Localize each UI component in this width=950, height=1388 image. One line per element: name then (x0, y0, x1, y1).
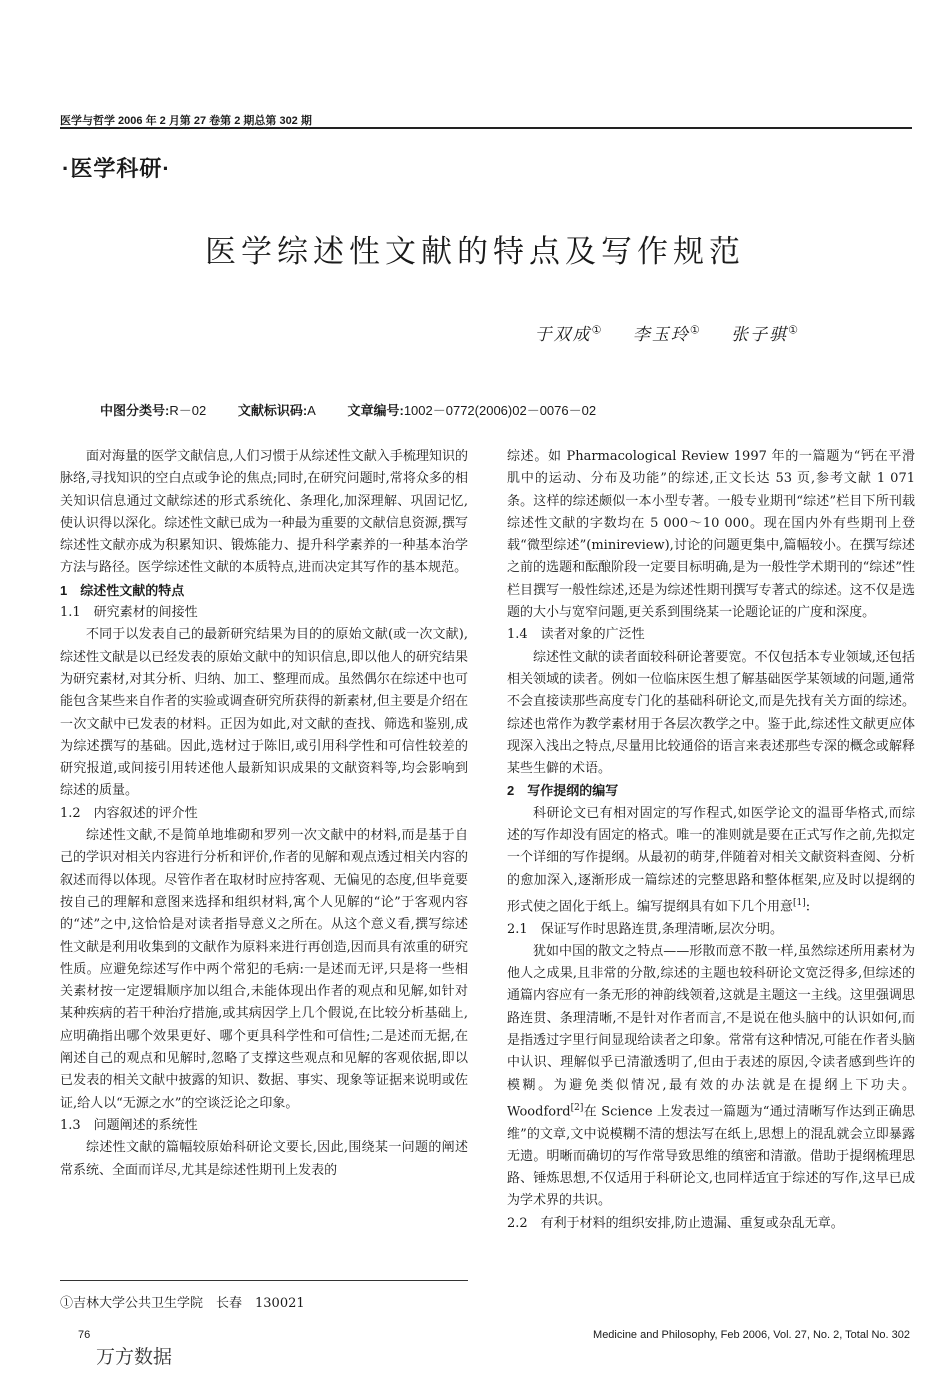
body-paragraph: 不同于以发表自己的最新研究结果为目的的原始文献(或一次文献),综述性文献是以已经发表的原始文献中的知识信息,即以他人的研究结果为研究素材,对其分析、归纳、加工、整理而成。虽然偶尔在综述中也可能包含某些来自作者的实验或调查研究所获得的新素材,但主要是介绍在一次文献中已发表的材料。正因为如此,对文献的查找、筛选和鉴别,成为综述撰写的基础。因此,选材过于陈旧,或引用科学性和可信性较差的研究报道,或间接引用转述他人最新知识成果的文献资料等,均会影响到综述的质量。 (60, 627, 468, 799)
clc-number: 中图分类号:R－02 (100, 403, 207, 418)
author-name: 于双成① (534, 323, 604, 345)
body-paragraph: 科研论文已有相对固定的写作程式,如医学论文的温哥华格式,而综述的写作却没有固定的格式。唯一的准则就是要在正式写作之前,先拟定一个详细的写作提纲。从最初的萌芽,伴随着对相关文献资料查阅、分析的愈加深入,逐渐形成一篇综述的完整思路和整体框架,应及时以提纲的形式使之固化于纸上。编写提纲具有如下几个用意[1]: (507, 805, 915, 915)
subsection-heading: 1.1 研究素材的间接性 (60, 605, 198, 621)
section-tag: ·医学科研· (62, 156, 171, 181)
section-heading: 2 写作提纲的编写 (507, 783, 619, 799)
right-column (507, 446, 915, 1235)
body-paragraph: 综述性文献,不是简单地堆砌和罗列一次文献中的材料,而是基于自己的学识对相关内容进行分析和评价,作者的见解和观点透过相关内容的叙述而得以体现。尽管作者在取材时应持客观、无偏见的态度,但毕竟要按自己的理解和意图来选择和组织材料,寓个人见解的“论”于客观内容的“述”之中,这恰恰是对读者指导意义之所在。从这个意义看,撰写综述性文献是利用收集到的文献作为原料来进行再创造,因而具有浓重的研究性质。应避免综述写作中两个常犯的毛病:一是述而无评,只是将一些相关素材按一定逻辑顺序加以组合,未能体现出作者的观点和见解,如针对某种疾病的若干种治疗措施,或其病因学上几个假说,在比较分析基础上,应明确指出哪个效果更好、哪个更具科学性和可信性;二是述而无据,在阐述自己的观点和见解时,忽略了支撑这些观点和见解的客观依据,即以已发表的相关文献中披露的知识、数据、事实、现象等证据来说明或佐证,给人以“无源之水”的空谈泛论之印象。 (60, 828, 468, 1111)
author-affiliation-footnote: ①吉林大学公共卫生学院 长春 130021 (60, 1296, 305, 1311)
subsection-heading: 1.3 问题阐述的系统性 (60, 1117, 198, 1133)
journal-header: 医学与哲学 2006 年 2 月第 27 卷第 2 期总第 302 期 (60, 115, 312, 127)
body-paragraph: 综述。如 Pharmacological Review 1997 年的一篇题为“钙在平滑肌中的运动、分布及功能”的综述,正文长达 53 页,参考文献 1 071 条。这样的综述颇似一本小型专著。一般专业期刊“综述”栏目下所刊载综述性文献的字数均在 5 000～10 000。现在国内外有些期刊上登载“微型综述”(minireview),讨论的问题更集中,篇幅较小。在撰写综述之前的选题和酝酿阶段一定要目标明确,是为一般性学术期刊的“综述”性栏目撰写一般性综述,还是为综述性期刊撰写专著式的综述。这不仅是选题的大小与宽窄问题,更关系到围绕某一论题论证的广度和深度。 (507, 449, 915, 621)
citation-ref: [2] (570, 1102, 584, 1113)
body-paragraph: 综述性文献的篇幅较原始科研论文要长,因此,围绕某一问题的阐述常系统、全面而详尽,尤其是综述性期刊上发表的 (60, 1140, 468, 1178)
article-number: 文章编号:1002－0772(2006)02－0076－02 (347, 403, 597, 418)
subsection-heading: 1.2 内容叙述的评介性 (60, 805, 198, 821)
author-name: 李玉玲① (632, 323, 702, 345)
body-paragraph: 犹如中国的散文之特点——形散而意不散一样,虽然综述所用素材为他人之成果,且非常的分散,综述的主题也较科研论文宽泛得多,但综述的通篇内容应有一条无形的神韵线领着,这就是主题这一主线。这里强调思路连贯、条理清晰,不是针对作者而言,不是说在他头脑中的认识如何,而是指透过字里行间显现给读者之印象。常常有这种情况,可能在作者头脑中认识、理解似乎已清澈透明了,但由于表述的原因,令读者感到些许的模糊。为避免类似情况,最有效的办法就是在提纲上下功夫。Woodford[2]在 Science 上发表过一篇题为“通过清晰写作达到正确思维”的文章,文中说模糊不清的想法写在纸上,思想上的混乱就会立即暴露无遗。明晰而确切的写作常导致思维的缜密和清澈。借助于提纲梳理思路、锤炼思想,不仅适用于科研论文,也同样适宜于综述的写作,这早已成为学术界的共识。 (507, 943, 915, 1209)
body-paragraph: 综述性文献的读者面较科研论著要宽。不仅包括本专业领域,还包括相关领域的读者。例如一位临床医生想了解基础医学某领域的问题,通常不会直接读那些高度专门化的基础科研论文,而是先找有关方面的综述。综述也常作为教学素材用于各层次教学之中。鉴于此,综述性文献更应体现深入浅出之特点,尽量用比较通俗的语言来表述那些专深的概念或解释某些生僻的术语。 (507, 649, 915, 777)
citation-ref: [1] (793, 897, 806, 908)
article-metadata (100, 400, 624, 419)
section-heading: 1 综述性文献的特点 (60, 582, 185, 598)
left-column (60, 446, 468, 1182)
document-code: 文献标识码:A (237, 403, 316, 418)
database-watermark: 万方数据 (96, 1346, 173, 1368)
subsection-heading: 2.1 保证写作时思路连贯,条理清晰,层次分明。 (507, 921, 783, 937)
footnote-rule (60, 1280, 468, 1281)
body-paragraph: 面对海量的医学文献信息,人们习惯于从综述性文献入手梳理知识的脉络,寻找知识的空白点或争论的焦点;同时,在研究问题时,常将众多的相关知识信息通过文献综述的形式系统化、条理化,加深理解、巩固记忆,使认识得以深化。综述性文献已成为一种最为重要的文献信息资源,撰写综述性文献亦成为积累知识、锻炼能力、提升科学素养的一种基本治学方法与路径。医学综述性文献的本质特点,进而决定其写作的基本规范。 (60, 449, 468, 576)
author-name: 张子骐① (731, 323, 800, 345)
subsection-heading: 1.4 读者对象的广泛性 (507, 627, 645, 643)
header-rule (60, 127, 912, 129)
article-title: 医学综述性文献的特点及写作规范 (205, 234, 745, 270)
subsection-heading: 2.2 有利于材料的组织安排,防止遗漏、重复或杂乱无章。 (507, 1215, 844, 1231)
author-list (535, 320, 800, 345)
page-number: 76 (78, 1329, 91, 1341)
journal-footer: Medicine and Philosophy, Feb 2006, Vol. 27, No. 2, Total No. 302 (593, 1329, 910, 1341)
